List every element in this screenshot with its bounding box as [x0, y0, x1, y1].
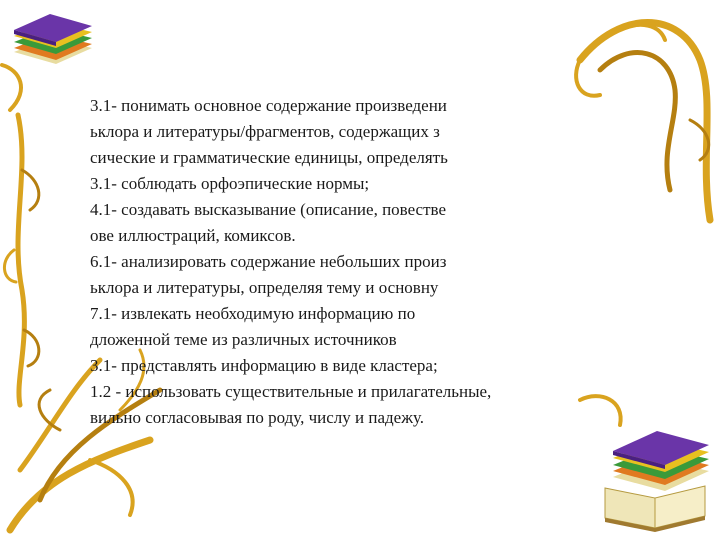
- text-line-1: 3.1- понимать основное содержание произведени: [90, 96, 447, 115]
- text-line-3: сические и грамматические единицы, определять: [90, 148, 448, 167]
- text-line-13: вильно согласовывая по роду, числу и падежу.: [90, 408, 425, 427]
- text-line-6: ове иллюстраций, комиксов.: [90, 226, 296, 245]
- book-stack-icon: [6, 8, 96, 68]
- text-line-4: 3.1- соблюдать орфоэпические нормы;: [90, 174, 370, 193]
- standards-text-block: [90, 95, 630, 445]
- text-line-11: 3.1- представлять информацию в виде кластера;: [90, 356, 438, 375]
- text-line-2: ьклора и литературы/фрагментов, содержащих з: [90, 122, 440, 141]
- open-book-icon: [595, 478, 715, 536]
- text-line-8: ьклора и литературы, определяя тему и основну: [90, 278, 439, 297]
- text-line-5: 4.1- создавать высказывание (описание, повестве: [90, 200, 447, 219]
- text-line-7: 6.1- анализировать содержание небольших произ: [90, 252, 447, 271]
- text-line-9: 7.1- извлекать необходимую информацию по: [90, 304, 416, 323]
- text-line-10: дложенной теме из различных источников: [90, 330, 397, 349]
- text-line-12: 1.2 - использовать существительные и прилагательные,: [90, 382, 492, 401]
